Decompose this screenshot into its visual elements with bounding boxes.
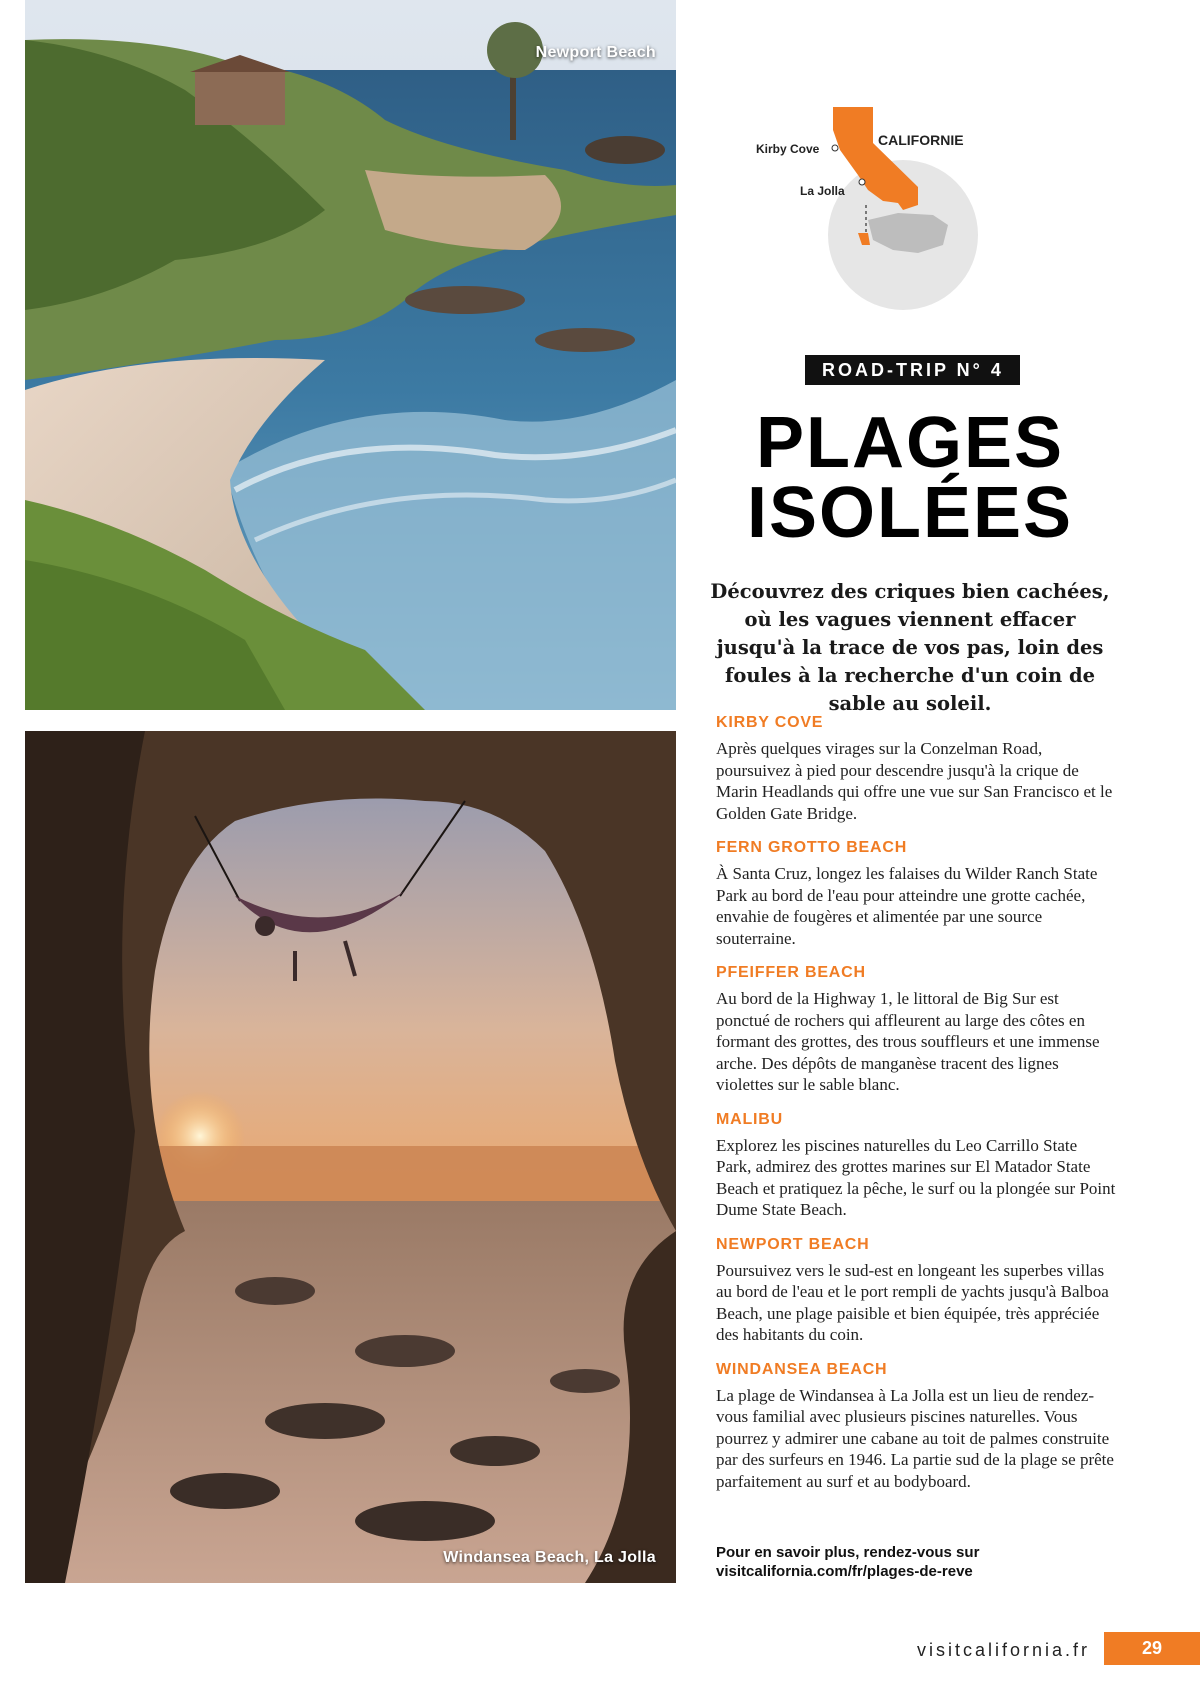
page-number: 29 [1104,1632,1200,1665]
kirby-cove-marker [832,145,838,151]
section-heading: NEWPORT BEACH [716,1235,870,1253]
photo-newport-beach [25,0,676,710]
section-heading: WINDANSEA BEACH [716,1360,888,1378]
more-info-text: Pour en savoir plus, rendez-vous sur [716,1544,980,1561]
california-locator-map [758,95,998,320]
map-label-la-jolla: La Jolla [800,184,845,198]
section-text: Explorez les piscines naturelles du Leo Carrillo State Park, admirez des grottes marines sur El Matador State Beach et pratiquez la pêche, le surf ou la plongée sur Point Dume State Beach. [716,1135,1116,1219]
more-info [716,1543,979,1581]
section-heading: PFEIFFER BEACH [716,964,866,981]
section-newport-beach [716,1236,1116,1346]
section-text: Après quelques virages sur la Conzelman Road, poursuivez à pied pour descendre jusqu'à la crique de Marin Headlands qui offre une vue sur San Francisco et le Golden Gate Bridge. [716,739,1113,823]
photo-caption-windansea: Windansea Beach, La Jolla [443,1549,656,1566]
section-pfeiffer-beach [716,964,1116,1096]
coast-illustration [25,0,676,710]
section-windansea-beach [716,1361,1116,1493]
section-text: À Santa Cruz, longez les falaises du Wilder Ranch State Park au bord de l'eau pour atteindre une grotte cachée, envahie de fougères et alimentée par une source souterraine. [716,864,1098,948]
map-label-california: CALIFORNIE [878,132,964,148]
map-label-kirby-cove: Kirby Cove [756,142,820,156]
section-heading: KIRBY COVE [716,714,824,731]
beach-sections [716,714,1116,1507]
section-text: La plage de Windansea à La Jolla est un lieu de rendez-vous familial avec plusieurs piscines naturelles. Vous pourrez y admirer une cabane au toit de palmes construite par des surfeurs en 1946. La partie sud de la plage se prête parfaitement au surf et au bodyboard. [716,1385,1114,1491]
page-title [700,403,1120,553]
section-text: Poursuivez vers le sud-est en longeant les superbes villas au bord de l'eau et le port rempli de yachts jusqu'à Balboa Beach, une plage paisible et bien équipée, très appréciée des habitants du coin. [716,1260,1109,1344]
title-line-1: PLAGES [755,403,1065,483]
footer-website: visitcalifornia.fr [916,1640,1090,1660]
photo-caption-newport: Newport Beach [535,44,656,61]
photo-windansea-beach [25,731,676,1583]
map-graphic [758,95,998,320]
road-trip-badge: ROAD-TRIP N° 4 [805,355,1020,385]
section-heading: FERN GROTTO BEACH [716,839,908,856]
section-fern-grotto-beach [716,839,1116,949]
intro-paragraph: Découvrez des criques bien cachées, où les vagues viennent effacer jusqu'à la trace de vos pas, loin des foules à la recherche d'un coin de sable au soleil. [710,580,1110,715]
la-jolla-marker [859,179,865,185]
more-info-link[interactable]: visitcalifornia.com/fr/plages-de-reve [716,1563,973,1580]
section-heading: MALIBU [716,1110,784,1128]
section-kirby-cove [716,714,1116,824]
section-text: Au bord de la Highway 1, le littoral de Big Sur est ponctué de rochers qui affleurent au large des côtes en formant des grottes, des trous souffleurs et une immense arche. Des dépôts de manganèse tracent des lignes violettes sur le sable blanc. [716,989,1100,1094]
section-malibu [716,1111,1116,1221]
cave-sunset-illustration [25,731,676,1583]
title-line-2: ISOLÉES [746,473,1074,553]
